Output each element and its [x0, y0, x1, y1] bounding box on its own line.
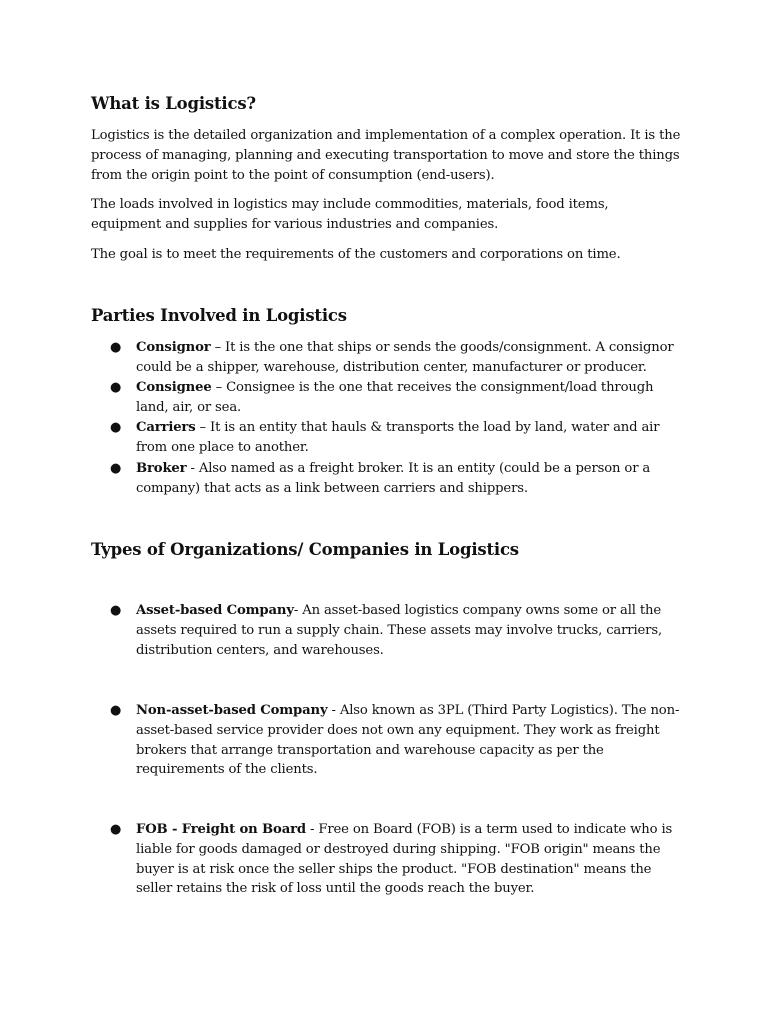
- term-description: – It is an entity that hauls & transports the load by land, water and air from one place to another.: [136, 420, 660, 455]
- bullet-icon: ●: [110, 822, 122, 837]
- bullet-icon: ●: [110, 461, 122, 476]
- list-item-text: [136, 701, 681, 780]
- heading-parties-involved: Parties Involved in Logistics: [91, 306, 347, 325]
- bullet-icon: ●: [110, 380, 122, 395]
- bullet-icon: ●: [110, 703, 122, 718]
- paragraph-loads: The loads involved in logistics may include commodities, materials, food items, equipment and supplies for various industries and companies.: [91, 197, 609, 232]
- paragraph-definition: Logistics is the detailed organization and implementation of a complex operation. It is the process of managing, planning and executing transportation to move and store the things from the origin point to the point of consumption (end-users).: [91, 128, 681, 183]
- term-label: Carriers: [136, 420, 196, 435]
- list-item-text: [136, 820, 681, 899]
- term-description: - Also known as 3PL (Third Party Logistics). The non-asset-based service provider does not own any equipment. They work as freight brokers that arrange transportation and warehouse capacity as per the requirements of the clients.: [136, 703, 680, 778]
- term-label: Consignor: [136, 340, 211, 355]
- heading-types-of-organizations: Types of Organizations/ Companies in Logistics: [91, 540, 519, 559]
- paragraph-goal: The goal is to meet the requirements of the customers and corporations on time.: [91, 247, 621, 262]
- bullet-icon: ●: [110, 340, 122, 355]
- term-description: – It is the one that ships or sends the goods/consignment. A consignor could be a shipper, warehouse, distribution center, manufacturer or producer.: [136, 340, 674, 375]
- term-label: Non-asset-based Company: [136, 703, 328, 718]
- term-description: - Also named as a freight broker. It is an entity (could be a person or a company) that acts as a link between carriers and shippers.: [136, 461, 651, 496]
- bullet-icon: ●: [110, 603, 122, 618]
- term-label: Consignee: [136, 380, 212, 395]
- list-item-text: [136, 418, 681, 458]
- term-description: – Consignee is the one that receives the consignment/load through land, air, or sea.: [136, 380, 654, 415]
- term-label: FOB - Freight on Board: [136, 822, 306, 837]
- term-label: Asset-based Company: [136, 603, 294, 618]
- bullet-icon: ●: [110, 420, 122, 435]
- list-item-text: [136, 601, 681, 660]
- list-item-text: [136, 459, 681, 499]
- heading-what-is-logistics: What is Logistics?: [91, 94, 256, 113]
- term-description: - Free on Board (FOB) is a term used to indicate who is liable for goods damaged or destroyed during shipping. "FOB origin" means the buyer is at risk once the seller ships the product. "FOB destination" means the seller retains the risk of loss until the goods reach the buyer.: [136, 822, 673, 897]
- term-label: Broker: [136, 461, 187, 476]
- list-item-text: [136, 378, 681, 418]
- term-description: - An asset-based logistics company owns some or all the assets required to run a supply chain. These assets may involve trucks, carriers, distribution centers, and warehouses.: [136, 603, 662, 658]
- list-item-text: [136, 338, 681, 378]
